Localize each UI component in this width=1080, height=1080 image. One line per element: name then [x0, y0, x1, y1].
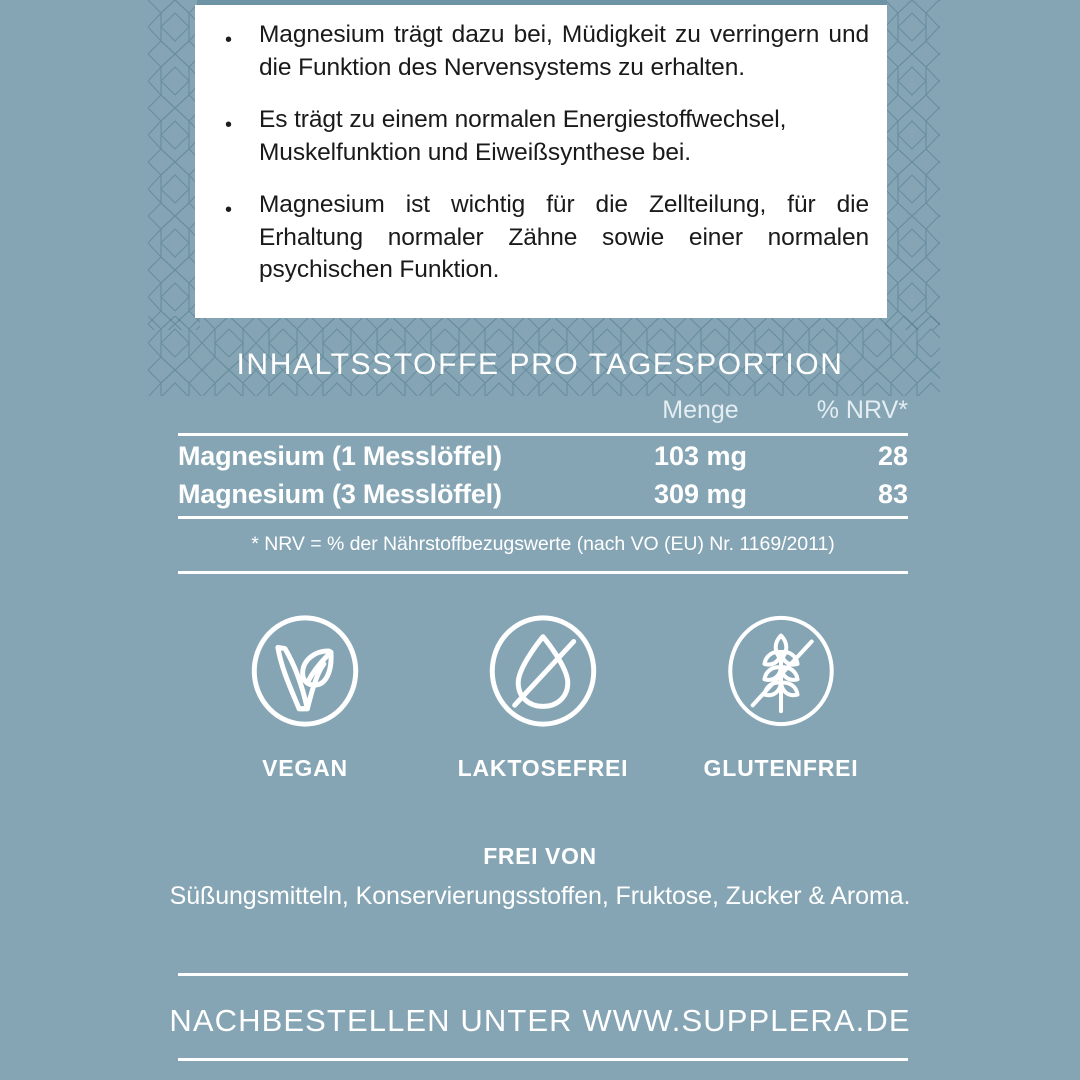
cell-name: Magnesium (1 Messlöffel)	[178, 441, 502, 471]
table-rule-top	[178, 433, 908, 436]
benefit-text: Magnesium trägt dazu bei, Müdigkeit zu verringern und die Funktion des Nervensystems zu erhalten.	[259, 21, 869, 81]
free-from-body: Süßungsmitteln, Konservierungsstoffen, Fruktose, Zucker & Aroma.	[169, 882, 911, 910]
nutrition-table	[178, 396, 908, 576]
badge-laktosefrei	[457, 612, 629, 782]
table-rule-bottom	[178, 571, 908, 574]
bullet-icon	[225, 189, 259, 220]
free-from-block	[140, 843, 940, 913]
benefit-item	[225, 189, 869, 287]
cell-amount: 309 mg	[653, 479, 748, 509]
nrv-footnote: * NRV = % der Nährstoffbezugswerte (nach VO (EU) Nr. 1169/2011)	[251, 533, 835, 555]
benefit-text: Magnesium ist wichtig für die Zellteilung, für die Erhaltung normaler Zähne sowie einer normalen psychischen Funktion.	[259, 191, 869, 284]
reorder-text: NACHBESTELLEN UNTER WWW.SUPPLERA.DE	[169, 1003, 911, 1038]
vegan-leaf-icon	[246, 612, 364, 730]
ingredients-heading: INHALTSSTOFFE PRO TAGESPORTION	[236, 348, 844, 381]
geometric-lattice-pattern-left	[148, 0, 200, 330]
badge-label: VEGAN	[262, 755, 348, 781]
cell-nrv: 28	[877, 441, 908, 471]
badge-label: LAKTOSEFREI	[457, 755, 629, 781]
column-header-nrv: % NRV*	[816, 396, 908, 424]
column-header-amount: Menge	[662, 396, 739, 424]
benefit-item	[225, 104, 869, 169]
table-rule-middle	[178, 516, 908, 519]
no-gluten-wheat-icon	[722, 612, 840, 730]
no-lactose-droplet-icon	[484, 612, 602, 730]
footer-rule-top	[178, 973, 908, 976]
bullet-icon	[225, 104, 259, 135]
certification-badges	[178, 612, 908, 782]
footer-rule-bottom	[178, 1058, 908, 1061]
table-row	[178, 438, 908, 476]
geometric-lattice-pattern-right	[885, 0, 940, 330]
table-header-row	[178, 396, 908, 431]
cell-amount: 103 mg	[653, 441, 748, 471]
badge-vegan	[230, 612, 380, 782]
badge-label: GLUTENFREI	[703, 755, 859, 781]
cell-nrv: 83	[877, 479, 908, 509]
badge-glutenfrei	[703, 612, 859, 782]
free-from-title: FREI VON	[483, 843, 597, 869]
table-row	[178, 476, 908, 514]
benefit-item	[225, 19, 869, 84]
benefit-text: Es trägt zu einem normalen Energiestoffwechsel, Muskelfunktion und Eiweißsynthese bei.	[259, 106, 787, 166]
benefits-card	[195, 5, 887, 318]
table-body	[178, 438, 908, 514]
bullet-icon	[225, 19, 259, 50]
cell-name: Magnesium (3 Messlöffel)	[178, 479, 502, 509]
